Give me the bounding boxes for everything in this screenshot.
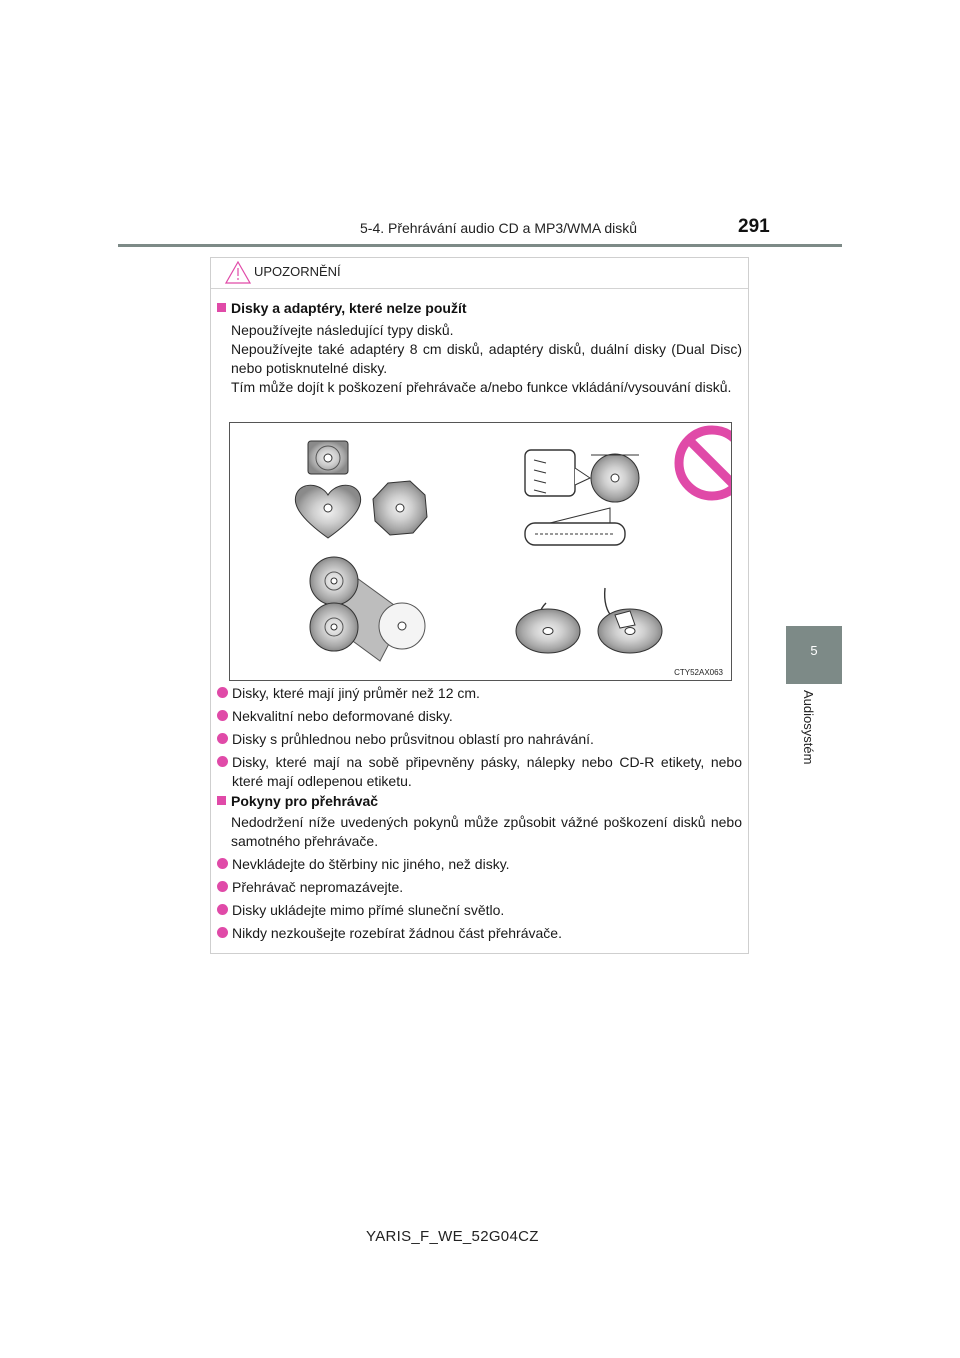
section1-text <box>231 321 742 397</box>
square-bullet-icon <box>217 796 226 805</box>
section-heading-unusable-discs <box>217 300 467 316</box>
bullet-dot-icon <box>217 687 228 698</box>
section2-intro <box>231 813 742 851</box>
list-item <box>217 707 742 726</box>
caution-box <box>210 257 749 954</box>
bullet-dot-icon <box>217 756 228 767</box>
list-item <box>217 684 742 703</box>
list-item-text: Disky s průhlednou nebo průsvitnou oblastí pro nahrávání. <box>232 731 594 747</box>
disc-illustration-drawing <box>230 423 731 680</box>
disc-illustration <box>229 422 732 681</box>
bullet-dot-icon <box>217 904 228 915</box>
bullet-dot-icon <box>217 927 228 938</box>
list-item <box>217 878 742 897</box>
page-header-title: 5-4. Přehrávání audio CD a MP3/WMA disků <box>360 220 638 236</box>
list-item <box>217 730 742 749</box>
list-item <box>217 855 742 874</box>
figure-code: CTY52AX063 <box>674 668 723 677</box>
section-heading-text: Pokyny pro přehrávač <box>231 793 379 809</box>
labeled-discs <box>516 588 662 653</box>
section1-line: Tím může dojít k poškození přehrávače a/nebo funkce vkládání/vysouvání disků. <box>231 379 732 395</box>
bullet-dot-icon <box>217 881 228 892</box>
list-item <box>217 901 742 920</box>
list-item-text: Disky ukládejte mimo přímé sluneční světlo. <box>232 902 505 918</box>
bullet-dot-icon <box>217 858 228 869</box>
section2-intro-text: Nedodržení níže uvedených pokynů může způsobit vážné poškození disků nebo samotného přehrávače. <box>231 814 742 849</box>
bullet-dot-icon <box>217 733 228 744</box>
section1-line: Nepoužívejte také adaptéry 8 cm disků, adaptéry disků, duální disky (Dual Disc) nebo potisknutelné disky. <box>231 341 742 376</box>
prohibition-icon <box>679 430 731 496</box>
chapter-tab-label: Audiosystém <box>801 690 816 765</box>
caution-header <box>211 258 748 289</box>
header-rule <box>118 244 842 247</box>
list-item-text: Disky, které mají na sobě připevněny pásky, nálepky nebo CD-R etikety, nebo které mají odlepenou etiketu. <box>232 754 742 789</box>
list-item-text: Nekvalitní nebo deformované disky. <box>232 708 453 724</box>
list-item <box>217 753 742 791</box>
list-item-text: Přehrávač nepromazávejte. <box>232 879 404 895</box>
square-disc <box>308 441 348 474</box>
square-bullet-icon <box>217 303 226 312</box>
section1-line: Nepoužívejte následující typy disků. <box>231 322 454 338</box>
list-item-text: Nikdy nezkoušejte rozebírat žádnou část přehrávače. <box>232 925 562 941</box>
list-item-text: Nevkládejte do štěrbiny nic jiného, než disky. <box>232 856 510 872</box>
list-item-text: Disky, které mají jiný průměr než 12 cm. <box>232 685 480 701</box>
adapter-disc <box>525 450 639 545</box>
section-heading-text: Disky a adaptéry, které nelze použít <box>231 300 467 316</box>
warning-triangle-icon <box>225 261 251 284</box>
translucent-discs <box>310 557 425 661</box>
bullet-dot-icon <box>217 710 228 721</box>
footer-code: YARIS_F_WE_52G04CZ <box>366 1228 539 1245</box>
chapter-tab[interactable]: 5 <box>786 626 842 684</box>
octagon-disc <box>373 481 427 535</box>
caution-title: UPOZORNĚNÍ <box>254 264 341 279</box>
list-item <box>217 924 742 943</box>
heart-disc <box>295 485 360 538</box>
section-heading-player-instructions <box>217 793 378 809</box>
page-number: 291 <box>738 216 770 237</box>
